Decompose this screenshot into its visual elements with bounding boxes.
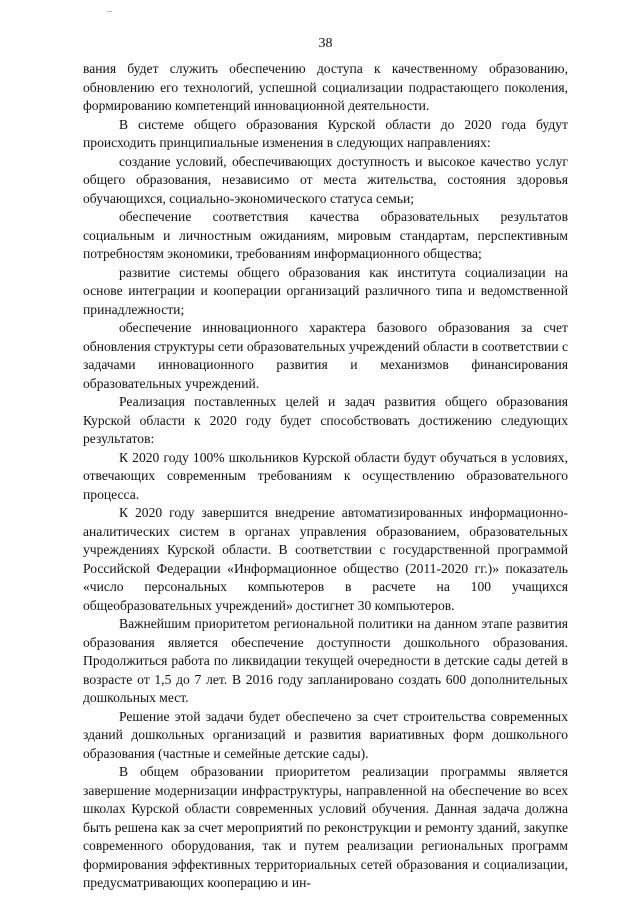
paragraph: К 2020 году 100% школьников Курской области будут обучаться в условиях, отвечающих современным требованиям к осуществлению образовательного процесса. [83,449,568,502]
paragraph: Важнейшим приоритетом региональной политики на данном этапе развития образования является обеспечение доступности дошкольного образования. Продолжиться работа по ликвидации текущей очередности в детские сады детей в возрасте от 1,5 до 7 лет. В 2016 году запланировано создать 600 дополнительных дошкольных мест. [83,616,568,705]
list-paragraph: развитие системы общего образования как института социализации на основе интеграции и кооперации организаций различного типа и ведомственной принадлежности; [83,264,568,317]
paragraph: К 2020 году завершится внедрение автоматизированных информационно-аналитических систем в органах управления образованием, образовательных учреждениях Курской области. В соответствии с государственной программой Российской Федерации «Информационное общество (2011-2020 гг.)» показатель «число персональных компьютеров в расчете на 100 учащихся общеобразовательных учреждений» достигнет 30 компьютеров. [83,505,568,613]
scan-mark [107,11,112,12]
list-paragraph: обеспечение инновационного характера базового образования за счет обновления структуры сети образовательных учреждений области в соответствии с задачами инновационного развития и механизмов финансирования образовательных учреждений. [83,320,568,391]
paragraph-continuation: вания будет служить обеспечению доступа к качественному образованию, обновлению его технологий, успешной социализации подрастающего поколения, формированию компетенций инновационной деятельности. [83,61,568,113]
list-paragraph: создание условий, обеспечивающих доступность и высокое качество услуг общего образования, независимо от места жительства, состояния здоровья обучающихся, социально-экономического статуса семьи; [83,153,568,206]
page-number: 38 [318,36,333,51]
paragraph: В системе общего образования Курской области до 2020 года будут происходить принципиальные изменения в следующих направлениях: [83,116,568,150]
paragraph: Реализация поставленных целей и задач развития общего образования Курской области к 2020 году будет способствовать достижению следующих результатов: [83,394,568,446]
list-paragraph: обеспечение соответствия качества образовательных результатов социальным и личностным ожиданиям, мировым стандартам, перспективным потребностям экономики, требованиям информационного общества; [83,209,568,261]
paragraph: В общем образовании приоритетом реализации программы является завершение модернизации инфраструктуры, направленной на обеспечение во всех школах Курской области современных условий обучения. Данная задача должна быть решена как за счет мероприятий по реконструкции и ремонту зданий, закупке современного оборудования, так и путем реализации региональных программ формирования эффективных территориальных сетей образования и социализации, предусматривающих кооперацию и ин- [83,764,568,890]
paragraph: Решение этой задачи будет обеспечено за счет строительства современных зданий дошкольных организаций и развития вариативных форм дошкольного образования (частные и семейные детские сады). [83,708,568,761]
